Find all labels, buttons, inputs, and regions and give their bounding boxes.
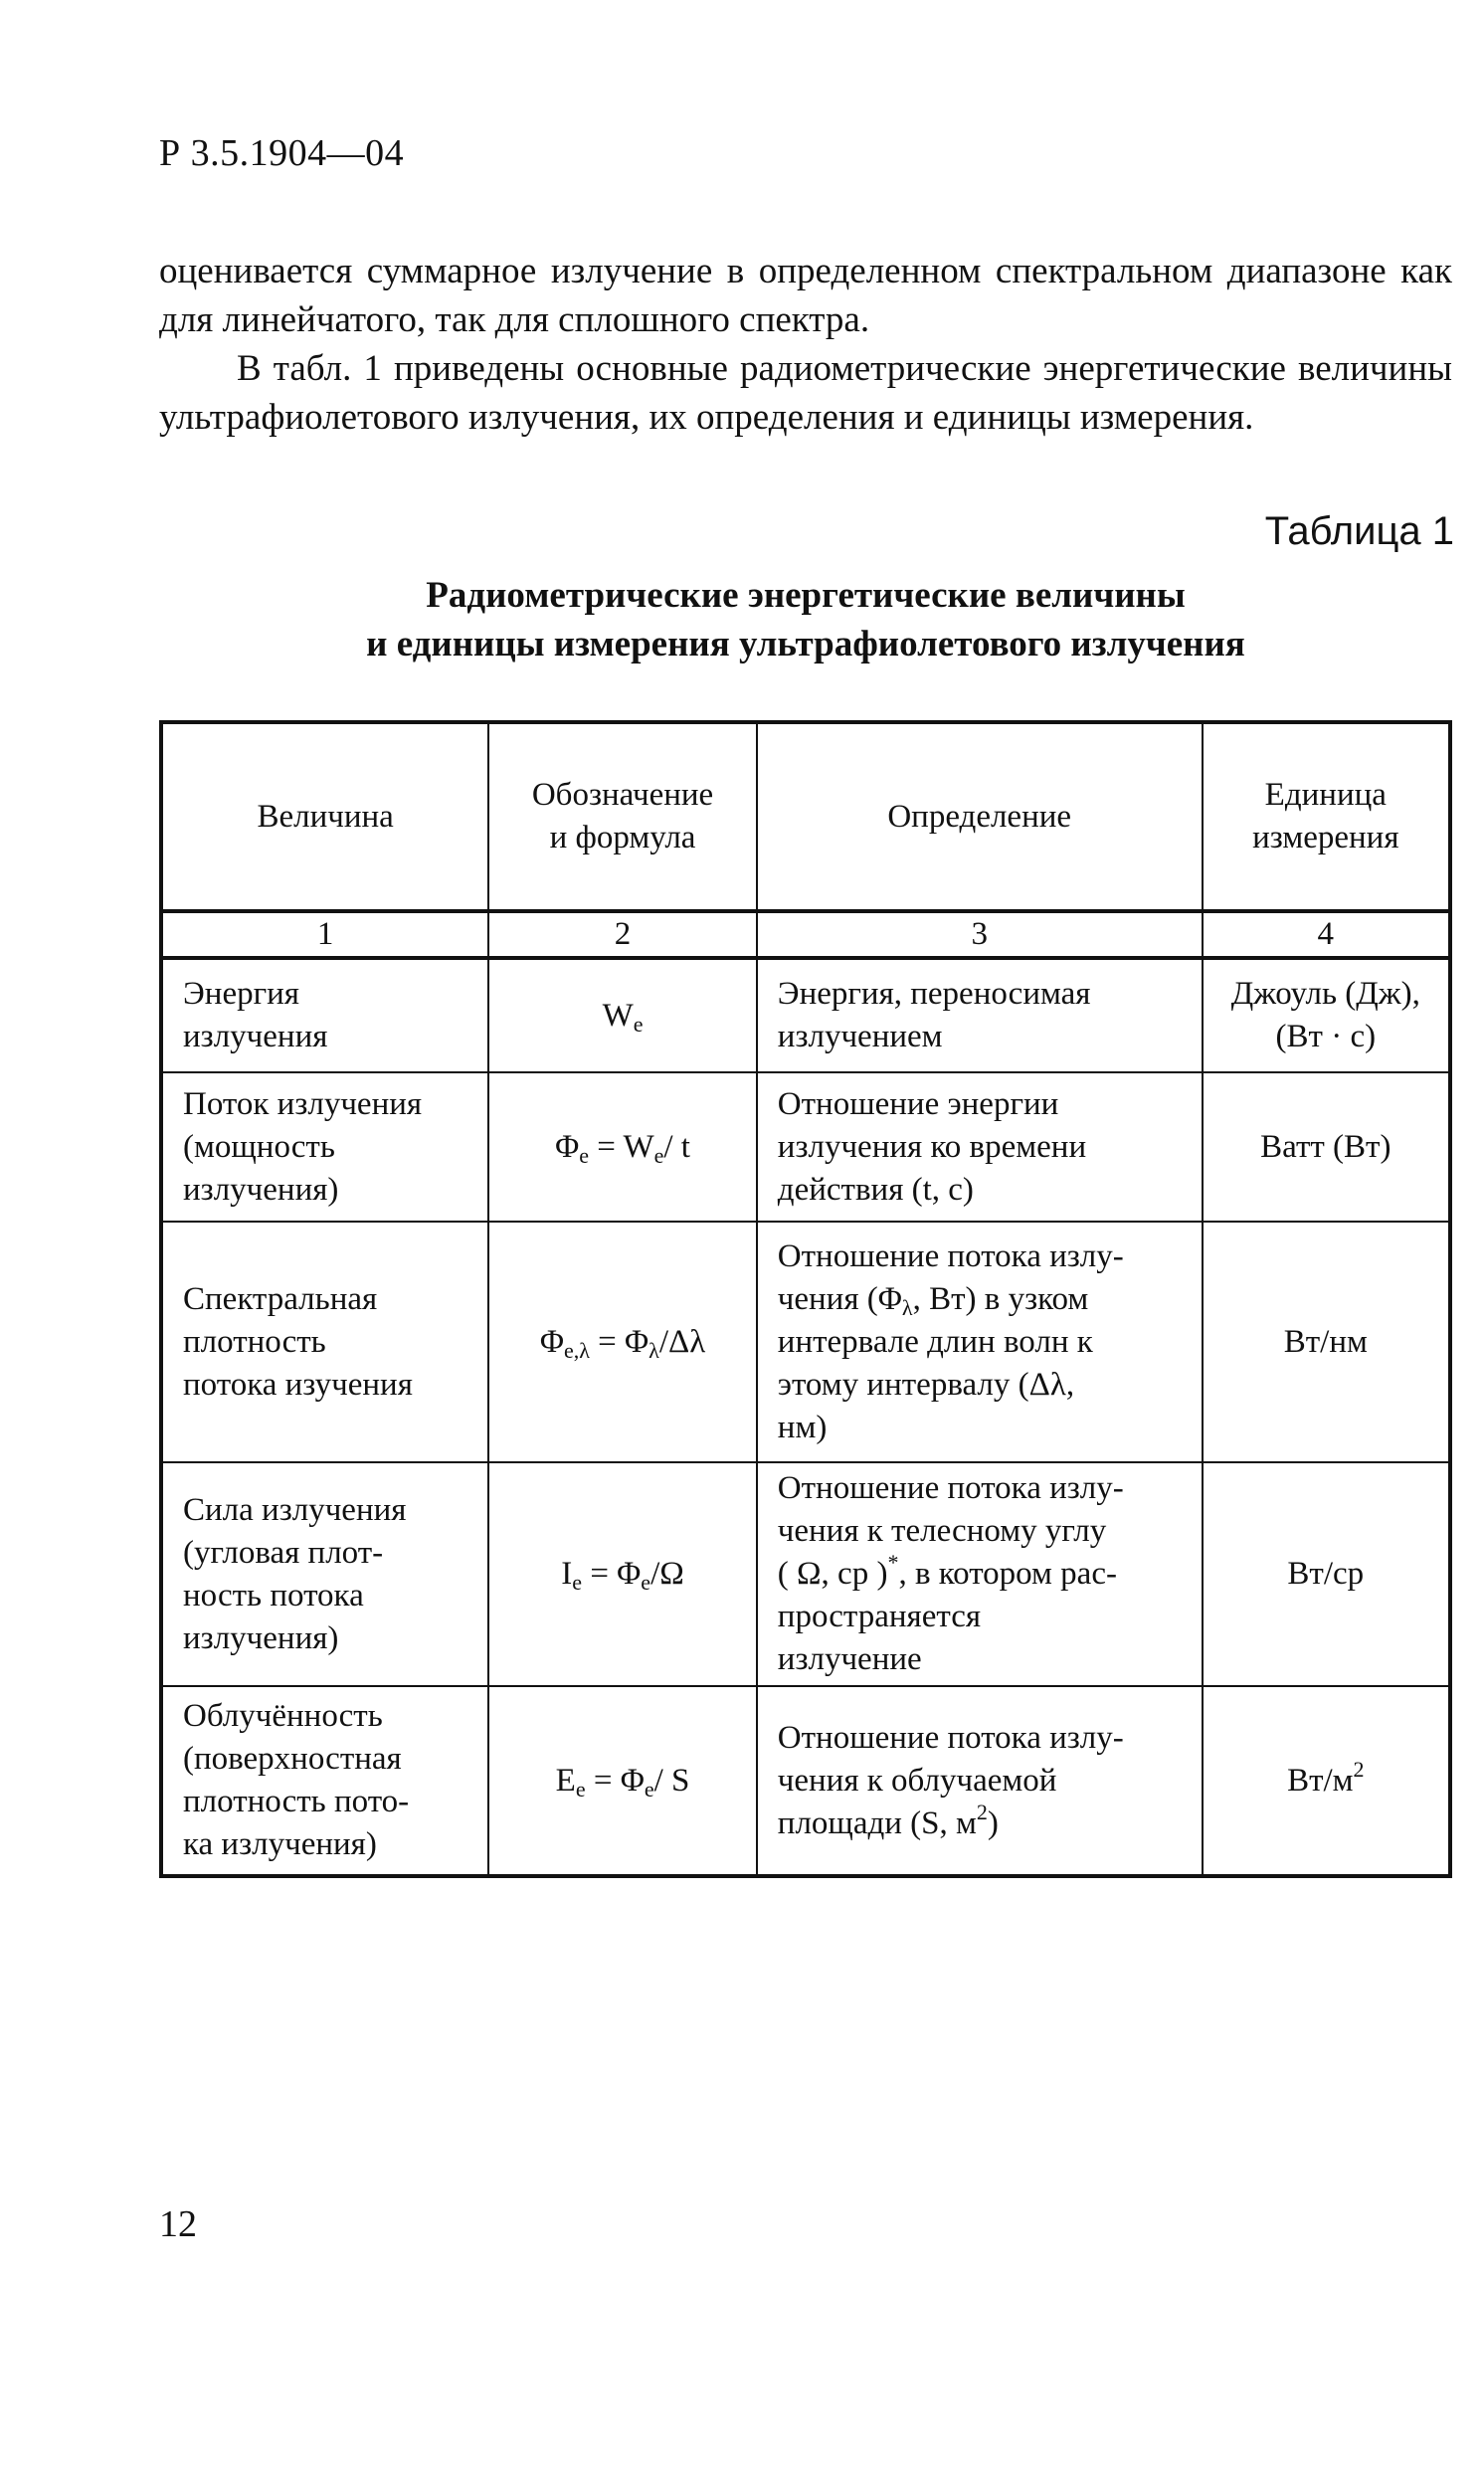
table-label: Таблица 1 (1264, 509, 1454, 553)
cell-quantity: Поток излучения (мощность излучения) (161, 1072, 488, 1222)
table-header-row (161, 722, 1450, 911)
column-number-1: 1 (161, 911, 488, 958)
header-definition: Определение (757, 722, 1203, 911)
header-unit: Единица измерения (1203, 722, 1450, 911)
cell-unit: Вт/ср (1203, 1462, 1450, 1686)
cell-formula: $\Phi_e = W_e/$ t (488, 1072, 757, 1222)
table-row-spectral-flux-density (161, 1222, 1450, 1462)
table-row-radiant-energy (161, 958, 1450, 1072)
cell-quantity: Энергия излучения (161, 958, 488, 1072)
cell-unit: Вт/нм (1203, 1222, 1450, 1462)
cell-formula: $I_e = \Phi_e/\Omega$ (488, 1462, 757, 1686)
column-number-3: 3 (757, 911, 1203, 958)
column-number-4: 4 (1203, 911, 1450, 958)
cell-formula: $\Phi_{e,\lambda} = \Phi_\lambda/\Delta\lambda$ (488, 1222, 757, 1462)
cell-definition: Отношение потока излу- чения ($\Phi_\lambda$, Вт) в узком интервале длин волн к этому интервалу (Δλ, нм) (757, 1222, 1203, 1462)
cell-quantity: Сила излучения (угловая плот- ность потока излучения) (161, 1462, 488, 1686)
table-row-irradiance (161, 1686, 1450, 1876)
cell-definition: Отношение энергии излучения ко времени действия (t, c) (757, 1072, 1203, 1222)
cell-quantity: Спектральная плотность потока изучения (161, 1222, 488, 1462)
table-title-line-1: Радиометрические энергетические величины (426, 575, 1186, 616)
cell-formula: $E_e = \Phi_e/$ S (488, 1686, 757, 1876)
document-code: Р 3.5.1904—04 (159, 132, 405, 174)
table-title (159, 571, 1452, 668)
cell-definition: Энергия, переносимая излучением (757, 958, 1203, 1072)
column-number-row (161, 911, 1450, 958)
table-row-radiant-intensity (161, 1462, 1450, 1686)
cell-definition: Отношение потока излу- чения к телесному углу ( Ω, ср )*, в котором рас- пространяется излучение (757, 1462, 1203, 1686)
cell-formula: $W_e$ (488, 958, 757, 1072)
body-paragraph-2: В табл. 1 приведены основные радиометрические энергетические величины ультрафиолетового излучения, их определения и единицы измерения. (159, 348, 1452, 438)
cell-unit: Ватт (Вт) (1203, 1072, 1450, 1222)
cell-unit: $Вт/м^2$ (1203, 1686, 1450, 1876)
quantities-table (159, 720, 1452, 1878)
table-title-line-2: и единицы измерения ультрафиолетового излучения (366, 624, 1245, 664)
page-number: 12 (159, 2203, 197, 2245)
column-number-2: 2 (488, 911, 757, 958)
cell-unit: Джоуль (Дж), (Вт · с) (1203, 958, 1450, 1072)
table-row-radiant-flux (161, 1072, 1450, 1222)
body-paragraph-1: оценивается суммарное излучение в определенном спектральном диапазоне как для линейчатого, так для сплошного спектра. (159, 251, 1452, 340)
header-quantity: Величина (161, 722, 488, 911)
cell-quantity: Облучённость (поверхностная плотность пото- ка излучения) (161, 1686, 488, 1876)
header-symbol-formula: Обозначение и формула (488, 722, 757, 911)
cell-definition: Отношение потока излу- чения к облучаемой площади (S, $м^2$) (757, 1686, 1203, 1876)
